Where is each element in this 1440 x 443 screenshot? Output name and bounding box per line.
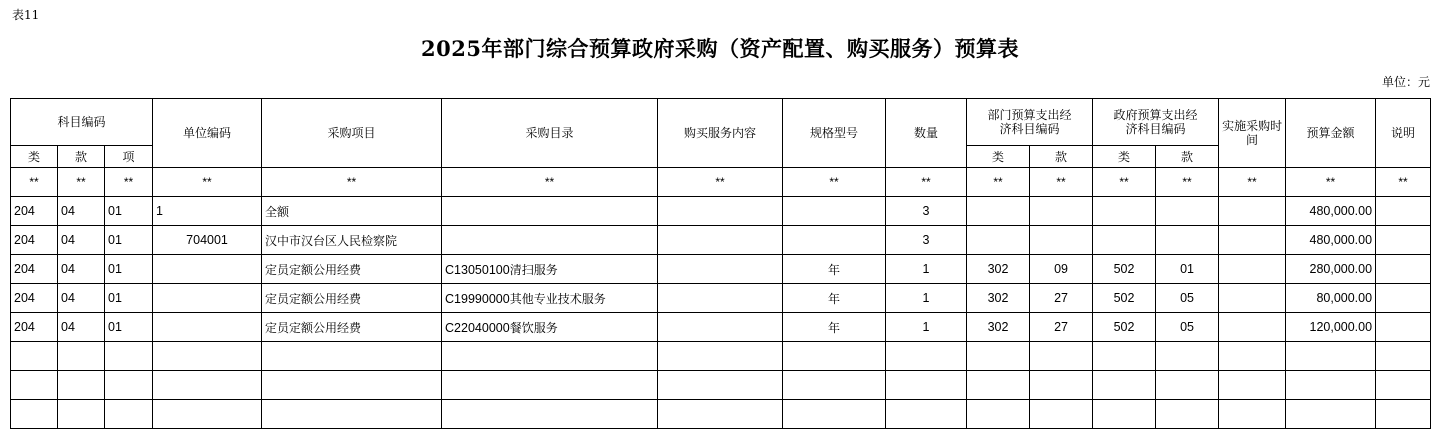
cell-unit-code: 704001 [153,226,262,255]
header-dept-kuan: 款 [1030,146,1093,168]
cell-dept-kuan [1030,400,1093,429]
header-gov-econ-code: 政府预算支出经济科目编码 [1093,99,1219,146]
cell-dept-kuan [1030,226,1093,255]
header-quantity: 数量 [886,99,967,168]
cell-xiang [105,342,153,371]
cell-kuan: 04 [58,197,105,226]
star-cell: ** [11,168,58,197]
cell-dept-lei [967,197,1030,226]
cell-spec-model [783,197,886,226]
cell-kuan: 04 [58,284,105,313]
table-tag: 表11 [12,8,40,22]
cell-dept-kuan: 27 [1030,313,1093,342]
table-row [11,226,1431,255]
cell-note [1376,371,1431,400]
cell-spec-model [783,371,886,400]
star-cell: ** [1376,168,1431,197]
cell-service-content [658,197,783,226]
cell-kuan [58,400,105,429]
cell-purchase-catalog [442,284,658,313]
cell-kuan: 04 [58,255,105,284]
cell-lei: 204 [11,255,58,284]
header-dept-lei: 类 [967,146,1030,168]
catalog-name: 清扫服务 [509,262,558,277]
table-row [11,255,1431,284]
star-cell: ** [783,168,886,197]
cell-quantity [886,371,967,400]
cell-spec-model [783,400,886,429]
header-subject-code: 科目编码 [11,99,153,146]
cell-gov-lei [1093,226,1156,255]
cell-xiang: 01 [105,255,153,284]
cell-gov-lei: 502 [1093,313,1156,342]
cell-budget-amount: 480,000.00 [1286,226,1376,255]
cell-purchase-catalog [442,255,658,284]
cell-unit-code [153,371,262,400]
cell-note [1376,284,1431,313]
star-cell: ** [886,168,967,197]
cell-service-content [658,313,783,342]
table-row [11,371,1431,400]
cell-kuan: 04 [58,226,105,255]
cell-purchase-catalog [442,371,658,400]
cell-service-content [658,255,783,284]
cell-service-content [658,226,783,255]
table-row [11,284,1431,313]
catalog-code: C13050100 [445,262,510,277]
table-row [11,197,1431,226]
placeholder-row [11,168,1431,197]
cell-impl-time [1219,342,1286,371]
cell-purchase-catalog [442,342,658,371]
header-xiang: 项 [105,146,153,168]
cell-gov-kuan [1156,400,1219,429]
header-kuan: 款 [58,146,105,168]
cell-dept-kuan [1030,342,1093,371]
cell-quantity: 1 [886,284,967,313]
cell-dept-lei [967,226,1030,255]
catalog-name: 餐饮服务 [509,320,558,335]
cell-impl-time [1219,313,1286,342]
cell-impl-time [1219,226,1286,255]
cell-unit-code [153,255,262,284]
star-cell: ** [1030,168,1093,197]
cell-kuan: 04 [58,313,105,342]
catalog-code: C22040000 [445,320,510,335]
header-service-content: 购买服务内容 [658,99,783,168]
cell-purchase-item: 定员定额公用经费 [262,255,442,284]
page-title: 2025年部门综合预算政府采购（资产配置、购买服务）预算表 [421,36,1019,61]
star-cell: ** [153,168,262,197]
header-gov-lei: 类 [1093,146,1156,168]
cell-gov-lei [1093,197,1156,226]
cell-unit-code [153,284,262,313]
cell-xiang: 01 [105,284,153,313]
cell-purchase-item: 定员定额公用经费 [262,284,442,313]
table-row [11,400,1431,429]
cell-note [1376,255,1431,284]
cell-dept-lei: 302 [967,255,1030,284]
cell-lei: 204 [11,197,58,226]
budget-table [10,98,1431,429]
cell-service-content [658,342,783,371]
cell-quantity: 1 [886,255,967,284]
cell-impl-time [1219,255,1286,284]
cell-dept-lei: 302 [967,313,1030,342]
cell-gov-lei [1093,342,1156,371]
cell-xiang: 01 [105,197,153,226]
cell-gov-lei [1093,371,1156,400]
cell-gov-kuan: 05 [1156,313,1219,342]
star-cell: ** [1286,168,1376,197]
cell-budget-amount [1286,400,1376,429]
cell-purchase-item [262,342,442,371]
cell-lei: 204 [11,284,58,313]
cell-kuan [58,371,105,400]
unit-label: 单位：元 [1381,75,1430,89]
cell-budget-amount: 280,000.00 [1286,255,1376,284]
table-row [11,313,1431,342]
cell-purchase-item: 定员定额公用经费 [262,313,442,342]
cell-budget-amount: 480,000.00 [1286,197,1376,226]
cell-impl-time [1219,400,1286,429]
cell-note [1376,226,1431,255]
cell-dept-kuan: 27 [1030,284,1093,313]
cell-lei: 204 [11,226,58,255]
cell-purchase-item [262,371,442,400]
catalog-code: C19990000 [445,291,510,306]
cell-quantity: 1 [886,313,967,342]
cell-gov-lei: 502 [1093,284,1156,313]
cell-budget-amount [1286,371,1376,400]
cell-service-content [658,400,783,429]
cell-gov-kuan: 01 [1156,255,1219,284]
cell-service-content [658,371,783,400]
cell-purchase-item: 汉中市汉台区人民检察院 [262,226,442,255]
cell-unit-code: 1 [153,197,262,226]
cell-gov-lei [1093,400,1156,429]
star-cell: ** [967,168,1030,197]
cell-budget-amount [1286,342,1376,371]
cell-budget-amount: 80,000.00 [1286,284,1376,313]
cell-impl-time [1219,371,1286,400]
cell-spec-model: 年 [783,255,886,284]
cell-gov-kuan [1156,371,1219,400]
cell-dept-kuan [1030,197,1093,226]
star-cell: ** [1219,168,1286,197]
cell-dept-lei [967,400,1030,429]
cell-gov-kuan [1156,197,1219,226]
cell-impl-time [1219,284,1286,313]
cell-xiang [105,371,153,400]
star-cell: ** [1156,168,1219,197]
cell-lei [11,371,58,400]
cell-impl-time [1219,197,1286,226]
cell-kuan [58,342,105,371]
cell-service-content [658,284,783,313]
cell-purchase-catalog [442,313,658,342]
cell-gov-kuan [1156,342,1219,371]
header-gov-kuan: 款 [1156,146,1219,168]
cell-dept-kuan [1030,371,1093,400]
header-purchase-item: 采购项目 [262,99,442,168]
cell-dept-lei [967,342,1030,371]
cell-purchase-catalog [442,197,658,226]
cell-note [1376,197,1431,226]
cell-spec-model: 年 [783,313,886,342]
header-purchase-catalog: 采购目录 [442,99,658,168]
header-note: 说明 [1376,99,1431,168]
star-cell: ** [658,168,783,197]
cell-gov-kuan: 05 [1156,284,1219,313]
star-cell: ** [105,168,153,197]
cell-gov-kuan [1156,226,1219,255]
catalog-name: 其他专业技术服务 [509,291,606,306]
star-cell: ** [58,168,105,197]
cell-quantity [886,342,967,371]
cell-lei [11,400,58,429]
cell-spec-model [783,342,886,371]
header-impl-time: 实施采购时间 [1219,99,1286,168]
cell-dept-kuan: 09 [1030,255,1093,284]
cell-unit-code [153,400,262,429]
cell-dept-lei: 302 [967,284,1030,313]
cell-budget-amount: 120,000.00 [1286,313,1376,342]
cell-lei: 204 [11,313,58,342]
cell-note [1376,400,1431,429]
cell-lei [11,342,58,371]
star-cell: ** [1093,168,1156,197]
cell-purchase-catalog [442,400,658,429]
cell-quantity [886,400,967,429]
cell-xiang: 01 [105,226,153,255]
star-cell: ** [262,168,442,197]
cell-note [1376,342,1431,371]
cell-note [1376,313,1431,342]
cell-xiang [105,400,153,429]
cell-gov-lei: 502 [1093,255,1156,284]
cell-purchase-item [262,400,442,429]
cell-spec-model: 年 [783,284,886,313]
header-lei: 类 [11,146,58,168]
table-row [11,342,1431,371]
cell-quantity: 3 [886,226,967,255]
cell-spec-model [783,226,886,255]
header-budget-amount: 预算金额 [1286,99,1376,168]
cell-dept-lei [967,371,1030,400]
header-dept-econ-code: 部门预算支出经济科目编码 [967,99,1093,146]
cell-xiang: 01 [105,313,153,342]
star-cell: ** [442,168,658,197]
header-unit-code: 单位编码 [153,99,262,168]
cell-unit-code [153,313,262,342]
cell-unit-code [153,342,262,371]
cell-purchase-catalog [442,226,658,255]
header-spec-model: 规格型号 [783,99,886,168]
cell-quantity: 3 [886,197,967,226]
cell-purchase-item: 全额 [262,197,442,226]
